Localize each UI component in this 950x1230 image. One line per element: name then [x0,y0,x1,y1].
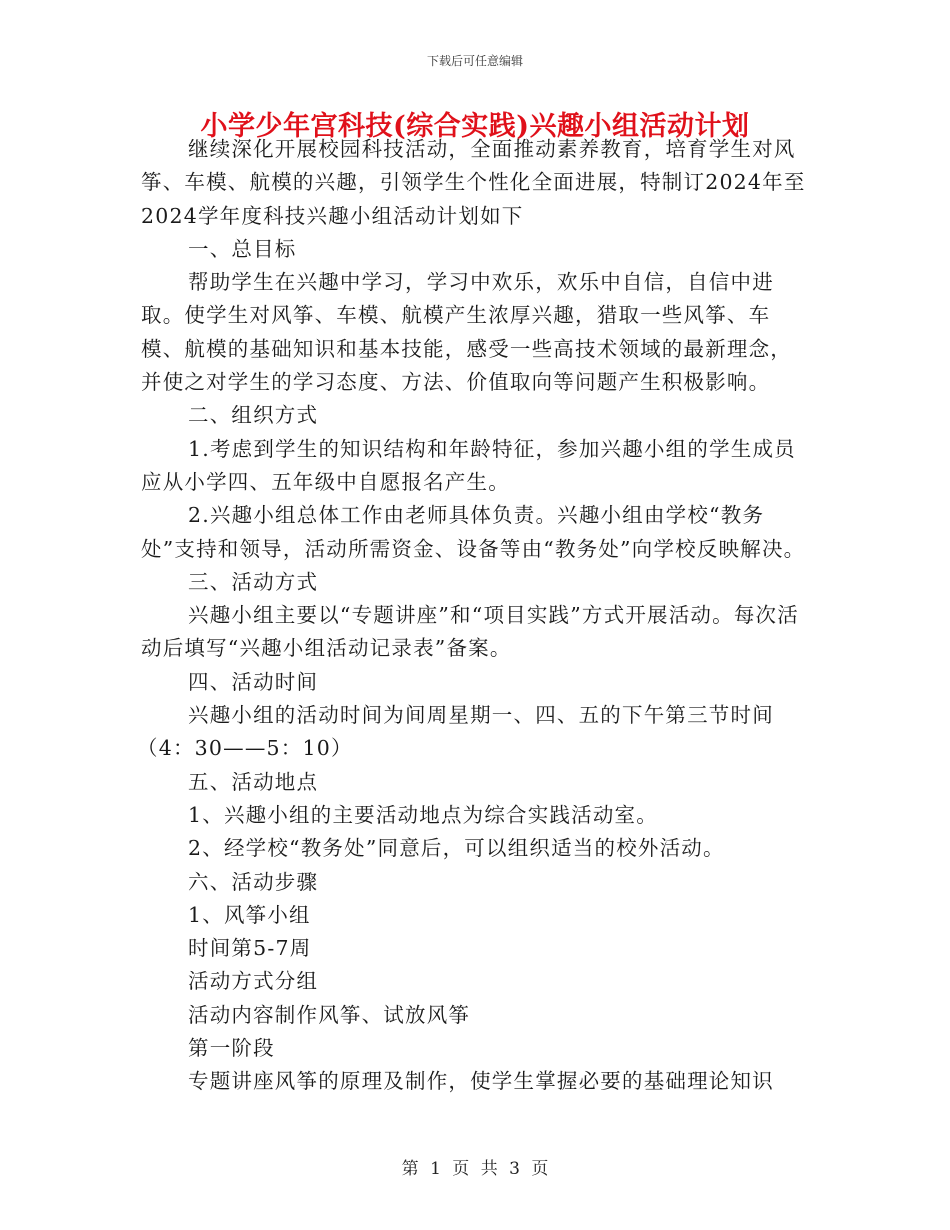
section-6-content: 活动内容制作风筝、试放风筝 [188,1002,471,1027]
section-2-item-1: 1.考虑到学生的知识结构和年龄特征，参加兴趣小组的学生成员应从小学四、五年级中自愿报名产生。 [141,436,796,494]
section-6-group: 1、风筝小组 [188,902,311,927]
section-1-paragraph: 帮助学生在兴趣中学习，学习中欢乐，欢乐中自信，自信中进取。使学生对风筝、车模、航模产生浓厚兴趣，猎取一些风筝、车模、航模的基础知识和基本技能，感受一些高技术领域的最新理念，并使之对学生的学习态度、方法、价值取向等问题产生积极影响。 [141,270,792,395]
section-5-item-2: 2、经学校“教务处”同意后，可以组织适当的校外活动。 [188,836,725,861]
section-2-item-2: 2.兴趣小组总体工作由老师具体负责。兴趣小组由学校“教务处”支持和领导，活动所需资金、设备等由“教务处”向学校反映解决。 [141,503,806,561]
section-6-time: 时间第5-7周 [188,936,312,961]
section-4-heading: 四、活动时间 [188,669,319,694]
section-6-stage-text: 专题讲座风筝的原理及制作，使学生掌握必要的基础理论知识 [188,1069,774,1094]
header-note: 下载后可任意编辑 [426,54,523,68]
page-footer: 第 1 页 共 3 页 [401,1159,549,1179]
document-title: 小学少年宫科技(综合实践)兴趣小组活动计划 [200,111,750,142]
section-4-time-range: （4：30——5：10） [137,736,353,761]
section-6-heading: 六、活动步骤 [188,869,319,894]
section-5-heading: 五、活动地点 [188,769,319,794]
section-5-item-1: 1、兴趣小组的主要活动地点为综合实践活动室。 [188,802,658,827]
intro-paragraph: 继续深化开展校园科技活动，全面推动素养教育，培育学生对风筝、车模、航模的兴趣，引领学生个性化全面进展，特制订2024年至2024学年度科技兴趣小组活动计划如下 [141,137,806,228]
section-1-heading: 一、总目标 [188,236,297,261]
section-3-heading: 三、活动方式 [188,569,319,594]
section-6-mode: 活动方式分组 [188,969,319,994]
section-3-paragraph: 兴趣小组主要以“专题讲座”和“项目实践”方式开展活动。每次活动后填写“兴趣小组活动记录表”备案。 [141,603,799,661]
section-2-heading: 二、组织方式 [188,403,319,428]
section-6-stage: 第一阶段 [188,1036,275,1061]
section-4-paragraph: 兴趣小组的活动时间为间周星期一、四、五的下午第三节时间 [188,703,774,728]
document-body [137,133,811,1099]
